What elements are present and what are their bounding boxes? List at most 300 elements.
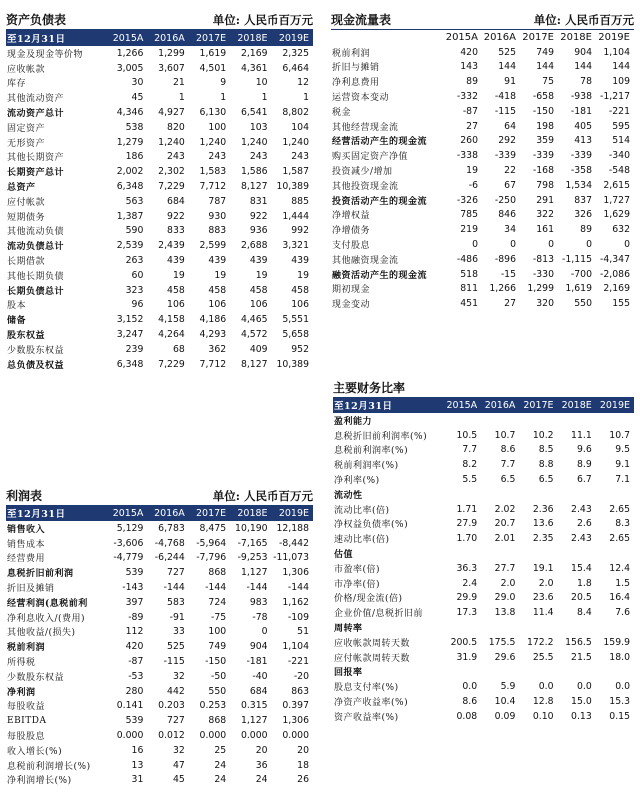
- row-value: 420: [460, 46, 478, 58]
- row-value: 458: [208, 284, 227, 296]
- row-label: 流动比率(倍): [334, 505, 390, 516]
- row-label: 经营活动产生的现金流: [332, 137, 428, 148]
- table-row: [333, 487, 634, 502]
- row-value: 583: [167, 596, 185, 608]
- row-value: [443, 620, 481, 635]
- row-value: 930: [208, 210, 227, 222]
- row-value: -87: [128, 656, 144, 668]
- row-value: 590: [125, 225, 144, 237]
- row-value: -75: [210, 611, 227, 623]
- row-value: 0.000: [116, 730, 144, 742]
- row-value: 3,152: [116, 314, 144, 326]
- table-row: [333, 413, 634, 428]
- row-label: 支付股息: [332, 241, 371, 252]
- row-value: -20: [293, 670, 309, 682]
- row-value: 20.5: [571, 592, 592, 604]
- row-value: 16: [131, 744, 144, 756]
- table-row: [331, 267, 634, 282]
- row-value: [596, 487, 634, 502]
- row-value: 1,104: [603, 46, 630, 58]
- period-label: 至12月31日: [333, 397, 443, 413]
- row-value: [519, 487, 557, 502]
- row-value: 538: [125, 121, 144, 133]
- row-value: 5.9: [500, 681, 516, 693]
- row-value: -332: [456, 91, 478, 103]
- row-value: 15.0: [571, 696, 592, 708]
- row-label: 速动比率(倍): [334, 535, 390, 546]
- row-value: 442: [167, 685, 185, 697]
- row-value: 1: [303, 92, 309, 104]
- row-value: 1.8: [576, 577, 592, 589]
- row-value: 10,389: [276, 181, 309, 193]
- row-value: 525: [167, 641, 185, 653]
- row-value: 9.6: [576, 444, 592, 456]
- row-value: -50: [210, 670, 227, 682]
- table-row: [6, 684, 313, 699]
- row-value: 2.35: [532, 533, 554, 545]
- row-value: [558, 487, 596, 502]
- row-value: 514: [612, 135, 630, 147]
- row-label: 应收帐款周转天数: [334, 638, 411, 649]
- row-value: 31: [131, 774, 144, 786]
- row-label: 息税折旧前利润率(%): [334, 431, 428, 442]
- row-value: 0.315: [240, 700, 268, 712]
- row-value: 12.4: [609, 562, 630, 574]
- row-value: 96: [131, 299, 144, 311]
- row-value: 51: [297, 626, 309, 638]
- row-label: 购买固定资产净值: [332, 152, 409, 163]
- year-header: 2017E: [519, 397, 557, 413]
- row-value: -144: [246, 582, 268, 594]
- row-label: 税金: [332, 107, 352, 118]
- row-value: [519, 665, 557, 680]
- row-value: 67: [504, 179, 516, 191]
- row-value: 936: [249, 225, 268, 237]
- row-value: 6,348: [116, 358, 144, 370]
- balance-sheet-header: [6, 6, 313, 30]
- row-value: -181: [570, 105, 592, 117]
- row-label: 市盈率(倍): [334, 564, 381, 575]
- row-value: 883: [208, 225, 227, 237]
- row-value: 29.0: [494, 592, 516, 604]
- row-value: [481, 487, 519, 502]
- row-value: -418: [494, 91, 516, 103]
- row-value: 0.000: [240, 730, 268, 742]
- row-value: 4,501: [199, 62, 227, 74]
- table-row: [6, 90, 313, 105]
- row-value: 420: [125, 641, 144, 653]
- row-label: 短期债务: [7, 212, 46, 223]
- row-value: 4,361: [240, 62, 268, 74]
- row-value: [481, 413, 519, 428]
- row-value: -144: [205, 582, 227, 594]
- row-value: 868: [208, 567, 227, 579]
- row-value: -938: [570, 91, 592, 103]
- row-value: 7.1: [615, 474, 630, 486]
- row-value: -221: [608, 105, 630, 117]
- period-label: 至12月31日: [6, 505, 106, 521]
- table-row: [331, 208, 634, 223]
- row-value: 1,583: [199, 166, 227, 178]
- row-value: -143: [122, 582, 144, 594]
- row-value: [519, 546, 557, 561]
- row-value: 8.8: [538, 459, 554, 471]
- row-value: 362: [208, 343, 227, 355]
- table-row: [6, 551, 313, 566]
- row-value: -4,779: [113, 552, 144, 564]
- row-value: 4,186: [199, 314, 227, 326]
- row-value: 2,169: [603, 283, 630, 295]
- row-value: 1,266: [116, 47, 144, 59]
- row-value: 458: [291, 284, 309, 296]
- row-value: 12.8: [532, 696, 554, 708]
- row-value: 0.141: [116, 700, 144, 712]
- row-label: 现金及现金等价物: [7, 49, 84, 60]
- row-value: 2.65: [609, 503, 630, 515]
- table-row: [6, 46, 313, 61]
- row-value: 1,619: [565, 283, 592, 295]
- table-row: [6, 610, 313, 625]
- row-value: 525: [498, 46, 516, 58]
- ratios-header: [333, 374, 634, 397]
- row-value: 100: [208, 626, 227, 638]
- row-value: [558, 546, 596, 561]
- table-row: [331, 45, 634, 60]
- row-value: 0.0: [615, 681, 630, 693]
- row-value: 684: [167, 195, 185, 207]
- row-label: 净资产收益率(%): [334, 698, 409, 709]
- row-value: 103: [249, 121, 268, 133]
- row-value: -338: [456, 150, 478, 162]
- row-value: 161: [536, 224, 554, 236]
- row-label: 净增权益: [332, 211, 371, 222]
- row-value: 322: [536, 209, 554, 221]
- row-value: 109: [612, 76, 630, 88]
- cashflow-header: [331, 6, 634, 30]
- row-value: 27: [504, 298, 516, 310]
- row-value: 21: [172, 77, 185, 89]
- table-row: [333, 709, 634, 724]
- table-row: [6, 536, 313, 551]
- row-value: 243: [167, 151, 185, 163]
- row-value: 1,619: [199, 47, 227, 59]
- row-value: 13.6: [532, 518, 554, 530]
- row-value: 439: [249, 255, 268, 267]
- row-value: 1,240: [199, 136, 227, 148]
- row-value: 8.4: [576, 607, 592, 619]
- table-row: [333, 428, 634, 443]
- row-value: 239: [125, 343, 144, 355]
- ratios-title: 主要财务比率: [333, 381, 406, 395]
- row-value: 952: [291, 343, 309, 355]
- row-value: 5,658: [282, 329, 309, 341]
- row-value: 868: [208, 715, 227, 727]
- row-value: 632: [612, 224, 630, 236]
- row-value: 6.5: [538, 474, 554, 486]
- row-value: 4,293: [199, 329, 227, 341]
- cashflow-panel: [331, 6, 634, 311]
- row-value: 7,229: [158, 181, 185, 193]
- row-value: 1,306: [282, 567, 309, 579]
- row-value: 846: [498, 209, 516, 221]
- column-header-row: [331, 30, 634, 45]
- row-value: 22: [504, 165, 516, 177]
- row-value: 787: [208, 195, 227, 207]
- row-value: 263: [125, 255, 144, 267]
- row-value: -658: [532, 91, 554, 103]
- row-label: 流动负债总计: [7, 242, 65, 253]
- row-value: 2.65: [609, 533, 630, 545]
- row-value: 45: [131, 92, 144, 104]
- year-header: 2017E: [522, 31, 554, 43]
- row-value: 112: [125, 626, 144, 638]
- row-value: 0.13: [571, 710, 592, 722]
- row-value: 439: [291, 255, 309, 267]
- row-value: 1,127: [240, 715, 268, 727]
- row-label: 应付帐款: [7, 197, 46, 208]
- table-row: [331, 60, 634, 75]
- table-row: [6, 743, 313, 758]
- row-value: 2,615: [603, 179, 630, 191]
- period-label: 至12月31日: [6, 30, 106, 46]
- row-label: 流动资产总计: [7, 109, 65, 120]
- row-value: [519, 413, 557, 428]
- row-value: 409: [249, 343, 268, 355]
- row-value: 2.0: [538, 577, 554, 589]
- row-label: 折旧与摊销: [332, 63, 380, 74]
- row-value: -3,606: [113, 537, 144, 549]
- row-value: 2,002: [116, 166, 144, 178]
- table-row: [331, 237, 634, 252]
- row-value: 100: [208, 121, 227, 133]
- table-row: [333, 531, 634, 546]
- row-value: 200.5: [450, 636, 478, 648]
- row-label: 其他经营现金流: [332, 122, 399, 133]
- row-value: 7,229: [158, 358, 185, 370]
- row-value: 23.6: [532, 592, 554, 604]
- row-value: 0.15: [609, 710, 630, 722]
- row-label: 净利息费用: [332, 78, 380, 89]
- row-value: 8.2: [462, 459, 478, 471]
- income-unit: 单位: 人民币百万元: [212, 489, 313, 503]
- row-value: 1,127: [240, 567, 268, 579]
- row-value: 11.4: [532, 607, 554, 619]
- row-value: 15.3: [609, 696, 630, 708]
- row-value: 9: [220, 77, 227, 89]
- row-value: 172.2: [526, 636, 554, 648]
- row-value: 33: [172, 626, 185, 638]
- row-label: 应付帐款周转天数: [334, 653, 411, 664]
- row-value: -1,115: [562, 253, 592, 265]
- row-value: [481, 620, 519, 635]
- row-value: 0: [472, 239, 478, 251]
- row-label: 销售成本: [7, 539, 46, 550]
- row-value: 104: [291, 121, 309, 133]
- row-value: -548: [608, 165, 630, 177]
- row-value: 2,539: [116, 240, 144, 252]
- year-header: 2019E: [596, 397, 634, 413]
- row-value: 0.397: [282, 700, 309, 712]
- row-label: 所得税: [7, 658, 36, 669]
- row-value: 219: [460, 224, 478, 236]
- row-value: 922: [249, 210, 268, 222]
- row-value: [519, 620, 557, 635]
- row-value: 2,439: [158, 240, 185, 252]
- year-header: 2019E: [598, 31, 630, 43]
- row-label: 息税折旧前利润: [7, 569, 74, 580]
- cashflow-title: 现金流量表: [331, 13, 392, 27]
- row-value: 143: [460, 61, 478, 73]
- row-value: 0.012: [158, 730, 185, 742]
- row-value: 1.70: [456, 533, 478, 545]
- row-value: 60: [131, 269, 144, 281]
- row-value: 1,444: [282, 210, 309, 222]
- table-row: [333, 650, 634, 665]
- row-value: 106: [167, 299, 185, 311]
- table-row: [333, 635, 634, 650]
- row-label: 收入增长(%): [7, 746, 63, 757]
- balance-sheet-panel: [6, 6, 313, 372]
- row-label: 销售收入: [7, 524, 46, 535]
- row-value: 144: [612, 61, 630, 73]
- row-value: 563: [125, 195, 144, 207]
- row-value: 24: [214, 759, 227, 771]
- table-row: [333, 472, 634, 487]
- row-value: 18.0: [609, 651, 630, 663]
- row-label: 长期负债总计: [7, 286, 65, 297]
- row-value: 1.5: [615, 577, 630, 589]
- row-value: 1,306: [282, 715, 309, 727]
- row-value: 458: [249, 284, 268, 296]
- row-label: 无形资产: [7, 138, 46, 149]
- table-row: [6, 625, 313, 640]
- row-value: 2.43: [571, 503, 592, 515]
- row-value: 4,465: [240, 314, 268, 326]
- row-value: 0.253: [199, 700, 227, 712]
- row-label: 净利息收入/(费用): [7, 613, 86, 624]
- row-value: 1,104: [282, 641, 309, 653]
- row-value: 439: [208, 255, 227, 267]
- row-value: -144: [287, 582, 309, 594]
- row-value: 292: [498, 135, 516, 147]
- row-value: [443, 487, 481, 502]
- row-label: 折旧及摊销: [7, 584, 55, 595]
- row-label: 其他融资现金流: [332, 255, 399, 266]
- row-value: 518: [460, 268, 478, 280]
- row-value: 2,599: [199, 240, 227, 252]
- row-label: 应收帐款: [7, 64, 46, 75]
- table-row: [6, 150, 313, 165]
- row-value: 749: [208, 641, 227, 653]
- year-header: 2016A: [147, 30, 188, 46]
- table-row: [6, 253, 313, 268]
- row-value: 13: [131, 759, 144, 771]
- table-row: [6, 773, 313, 788]
- row-value: 34: [504, 224, 516, 236]
- row-value: 0.000: [282, 730, 309, 742]
- row-label: 投资活动产生的现金流: [332, 196, 428, 207]
- row-value: 326: [574, 209, 592, 221]
- column-header-row: [6, 505, 313, 521]
- row-value: 5,551: [282, 314, 309, 326]
- row-value: [596, 665, 634, 680]
- row-value: 10: [255, 77, 268, 89]
- row-label: 净利润: [7, 687, 36, 698]
- row-value: 9.5: [615, 444, 630, 456]
- row-value: 10.2: [532, 429, 554, 441]
- row-value: 243: [291, 151, 309, 163]
- row-label: 回报率: [334, 668, 363, 679]
- row-value: 17.3: [456, 607, 478, 619]
- row-value: -339: [494, 150, 516, 162]
- row-value: 6,348: [116, 181, 144, 193]
- row-value: 106: [208, 299, 227, 311]
- row-value: 8,802: [282, 107, 309, 119]
- row-value: [596, 620, 634, 635]
- row-value: -15: [500, 268, 516, 280]
- row-value: -358: [570, 165, 592, 177]
- row-label: 其他投资现金流: [332, 181, 399, 192]
- row-value: 26: [297, 774, 309, 786]
- row-value: 19: [255, 269, 268, 281]
- row-value: 6,783: [158, 522, 185, 534]
- row-value: 243: [249, 151, 268, 163]
- row-value: 1,240: [158, 136, 185, 148]
- row-value: 25: [214, 744, 227, 756]
- row-value: 6.7: [576, 474, 592, 486]
- row-value: 10,389: [276, 358, 309, 370]
- row-label: 每股收益: [7, 702, 46, 713]
- row-value: 1,240: [282, 136, 309, 148]
- row-value: -89: [128, 611, 144, 623]
- row-value: 3,321: [282, 240, 309, 252]
- row-label: 周转率: [334, 624, 363, 635]
- row-value: 0.000: [199, 730, 227, 742]
- row-label: 库存: [7, 79, 27, 90]
- table-row: [333, 517, 634, 532]
- row-value: -115: [163, 656, 185, 668]
- row-value: -9,253: [237, 552, 268, 564]
- row-value: 3,005: [116, 62, 144, 74]
- table-row: [333, 502, 634, 517]
- row-value: -40: [252, 670, 268, 682]
- row-label: 企业价值/息税折旧前: [334, 609, 424, 620]
- row-value: 992: [291, 225, 309, 237]
- row-value: 1,629: [603, 209, 630, 221]
- row-value: 68: [172, 343, 185, 355]
- row-value: 4,158: [158, 314, 185, 326]
- row-value: 1,586: [240, 166, 268, 178]
- balance-sheet-unit: 单位: 人民币百万元: [212, 13, 313, 27]
- row-value: 0: [548, 239, 554, 251]
- table-row: [6, 327, 313, 342]
- row-value: 7.7: [462, 444, 478, 456]
- row-value: 64: [504, 120, 516, 132]
- row-label: 现金变动: [332, 300, 371, 311]
- row-value: 1,727: [603, 194, 630, 206]
- row-value: 863: [291, 685, 309, 697]
- row-value: 7,712: [199, 358, 227, 370]
- table-row: [333, 620, 634, 635]
- row-value: 13.8: [494, 607, 516, 619]
- row-value: 8.3: [615, 518, 630, 530]
- table-row: [6, 209, 313, 224]
- row-value: 2.02: [494, 503, 516, 515]
- year-header: 2015A: [106, 30, 147, 46]
- row-value: -486: [456, 253, 478, 265]
- row-value: 2.4: [462, 577, 478, 589]
- table-row: [6, 312, 313, 327]
